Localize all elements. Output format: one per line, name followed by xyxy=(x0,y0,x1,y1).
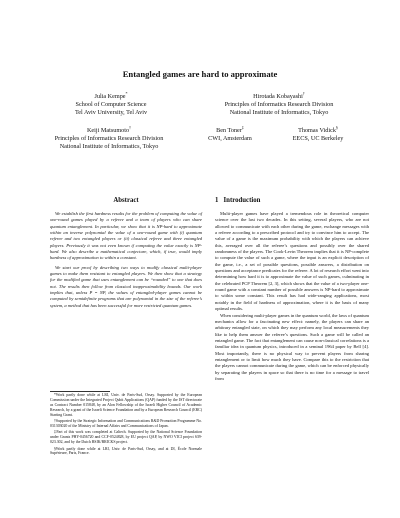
section-title: Introduction xyxy=(223,197,261,204)
abstract-paragraph: We establish the first hardness results for the problem of computing the value of one-round games played by a referee and a team of players who can share quantum entanglement. In particular, we show that it is NP-hard to approximate within an inverse polynomial the value of a one-round game with (i) quantum referee and two entangled players or (ii) classical referee and three entangled players. Previously it was not even known if computing the value exactly is NP-hard. We also describe a mathematical conjecture, which, if true, would imply hardness of approximation to within a constant. xyxy=(50,211,202,261)
footnote: ‡Part of this work was completed at Caltech. Supported by the National Science Foundation under Grants PHY-0456720 and CCF-0524828, by EU project QAP, by NWO VICI project 639-023.302, and by the Dutch BSIK/BRICKS project. xyxy=(50,430,202,445)
author-name: Hirotada Kobayashi xyxy=(253,93,303,100)
abstract-paragraph: We start our proof by describing two ways to modify classical multi-player games to make them resistant to entangled players. We then show that a strategy for the modified game that uses entanglement can be “rounded” to one that does not. The results then follow from classical inapproximability bounds. Our work implies that, unless P = NP, the values of entangled-player games cannot be computed by semidefinite programs that are polynomial in the size of the referee’s system, a method that has been successful for more restricted quantum games. xyxy=(50,264,202,308)
author-name: Keiji Matsumoto xyxy=(86,127,130,134)
author-affiliation: National Institute of Informatics, Tokyo xyxy=(229,109,329,117)
intro-paragraph: When considering multi-player games in the quantum world, the laws of quantum mechanics allow for a fascinating new effect: namely, the players can share an arbitrary entangled state, on which they may perform any local measurements they like to help them answer the referee’s questions. Such a game will be called an entangled game. The fact that entanglement can cause non-classical correlations is a familiar idea in quantum physics, introduced in a seminal 1964 paper by Bell [4]. Most importantly, there is no physical way to prevent players from sharing entanglement or to limit how much they have. Compare this to the restriction that the players cannot communicate during the game, which can be enforced physically by separating the players in space so that there is no time for a message to travel from xyxy=(215,312,370,381)
author-affiliation: CWI, Amsterdam xyxy=(208,135,252,143)
footnote: §Work partly done while at LRI, Univ. de Paris-Sud, Orsay, and at DI, École Normale Supérieure, Paris, France. xyxy=(50,446,202,456)
author-affiliation: Principles of Informatics Research Division xyxy=(54,135,164,143)
author-block-kobayashi xyxy=(194,90,364,117)
introduction-heading xyxy=(215,197,260,204)
author-footnote-mark: * xyxy=(125,90,128,96)
author-footnote-mark: § xyxy=(335,124,338,130)
author-block-matsumoto xyxy=(24,124,194,151)
author-affiliation: Principles of Informatics Research Division xyxy=(224,101,334,109)
section-number: 1 xyxy=(215,197,219,204)
author-footnote-mark: † xyxy=(302,90,305,96)
author-name: Ben Toner xyxy=(216,127,242,134)
author-affiliation: EECS, UC Berkeley xyxy=(292,135,344,143)
author-footnote-mark: ‡ xyxy=(241,124,244,130)
author-footnote-mark: † xyxy=(129,124,132,130)
intro-paragraph: Multi-player games have played a tremendous role in theoretical computer science over the last two decades. In this setting, several players, who are not allowed to communicate with each other during the game, exchange messages with a referee according to a prescribed protocol and try to convince him to accept. The value of a game is the maximum probability with which the players can achieve this, averaged over all the referee’s questions and possibly over the shared randomness of the players. The Cook-Levin Theorem implies that it is NP-complete to compute the value of such a game, where the input is an explicit description of the game, i.e., a set of possible questions, possible answers, a distribution on questions and acceptance predicates for the referee. A lot of research effort went into determining how hard it is to approximate the value of such games, culminating in the celebrated PCP Theorem [2, 3], which shows that the value of a two-player one-round game with a constant number of possible answers is NP-hard to approximate to within some constant. This result has had wide-ranging applications, most notably in the field of hardness of approximation, where it is the basis of many optimal results. xyxy=(215,211,369,312)
abstract-heading: Abstract xyxy=(113,197,139,204)
author-affiliation: National Institute of Informatics, Tokyo xyxy=(59,143,159,151)
author-block-vidick xyxy=(276,124,360,143)
author-block-toner xyxy=(188,124,272,143)
footnote: *Work partly done while at LRI, Univ. de Paris-Sud, Orsay. Supported by the European Commission under the Integrated Project Qubit Applications (QAP) funded by the IST directorate as Contract Number 015848, by an Alon Fellowship of the Israeli Higher Council of Academic Research, by a grant of the Israeli Science Foundation and by a European Research Council (ERC) Starting Grant. xyxy=(50,393,202,417)
footnote: †Supported by the Strategic Information and Communications R&D Promotion Programme No. 031303020 of the Ministry of Internal Affairs and Communications of Japan. xyxy=(50,419,202,428)
author-affiliation: School of Computer Science xyxy=(75,101,147,109)
paper-title: Entangled games are hard to approximate xyxy=(122,69,278,79)
footnotes xyxy=(50,393,202,458)
footnote-rule xyxy=(50,391,110,392)
abstract-body xyxy=(50,211,202,309)
author-block-kempe xyxy=(36,90,186,117)
introduction-body xyxy=(215,211,369,382)
author-affiliation: Tel Aviv University, Tel Aviv xyxy=(74,109,148,117)
author-name: Julia Kempe xyxy=(94,93,126,100)
author-name: Thomas Vidick xyxy=(298,127,336,134)
